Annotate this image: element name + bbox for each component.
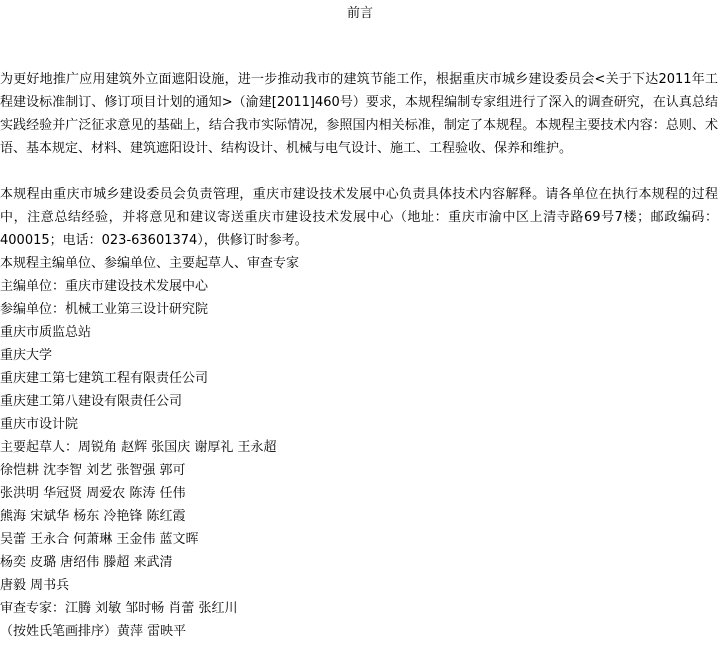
drafters-line: 徐恺耕 沈李智 刘艺 张智强 郭可 — [0, 463, 186, 478]
drafters-line: 主要起草人：周锐角 赵辉 张国庆 谢厚礼 王永超 — [0, 440, 277, 455]
document-title: 前言 — [346, 6, 373, 21]
participating-unit: 重庆市设计院 — [0, 417, 79, 432]
reviewers-line: （按姓氏笔画排序）黄萍 雷映平 — [0, 624, 187, 639]
participating-unit: 重庆大学 — [0, 348, 53, 363]
participating-unit: 参编单位：机械工业第三设计研究院 — [0, 302, 209, 317]
drafters-line: 吴蕾 王永合 何萧琳 王金伟 蓝文晖 — [0, 532, 199, 547]
drafters-line: 杨奕 皮璐 唐绍伟 滕超 来武清 — [0, 555, 173, 570]
contributors-list — [0, 252, 718, 643]
contributors-heading: 本规程主编单位、参编单位、主要起草人、审查专家 — [0, 256, 300, 271]
management-paragraph: 本规程由重庆市城乡建设委员会负责管理，重庆市建设技术发展中心负责具体技术内容解释。请各单位在执行本规程的过程中，注意总结经验，并将意见和建议寄送重庆市建设技术发展中心（地址：重庆市渝中区上清寺路69号7楼；邮政编码：400015；电话：023-63601374），供修订时参考。 — [0, 187, 718, 248]
drafters-line: 张洪明 华冠贤 周爱农 陈涛 任伟 — [0, 486, 186, 501]
participating-unit: 重庆建工第七建筑工程有限责任公司 — [0, 371, 209, 386]
chief-editor-unit: 主编单位：重庆市建设技术发展中心 — [0, 279, 209, 294]
participating-unit: 重庆市质监总站 — [0, 325, 92, 340]
participating-unit: 重庆建工第八建设有限责任公司 — [0, 394, 183, 409]
drafters-line: 熊海 宋斌华 杨东 冷艳锋 陈红霞 — [0, 509, 186, 524]
drafters-line: 唐毅 周书兵 — [0, 578, 70, 593]
intro-paragraph: 为更好地推广应用建筑外立面遮阳设施，进一步推动我市的建筑节能工作，根据重庆市城乡建设委员会<关于下达2011年工程建设标准制订、修订项目计划的通知>（渝建[2011]460号）要求，本规程编制专家组进行了深入的调查研究，在认真总结实践经验并广泛征求意见的基础上，结合我市实际情况，参照国内相关标准，制定了本规程。本规程主要技术内容：总则、术语、基本规定、材料、建筑遮阳设计、结构设计、机械与电气设计、施工、工程验收、保养和维护。 — [0, 72, 718, 156]
reviewers-line: 审查专家：江腾 刘敏 邹时畅 肖蕾 张红川 — [0, 601, 238, 616]
